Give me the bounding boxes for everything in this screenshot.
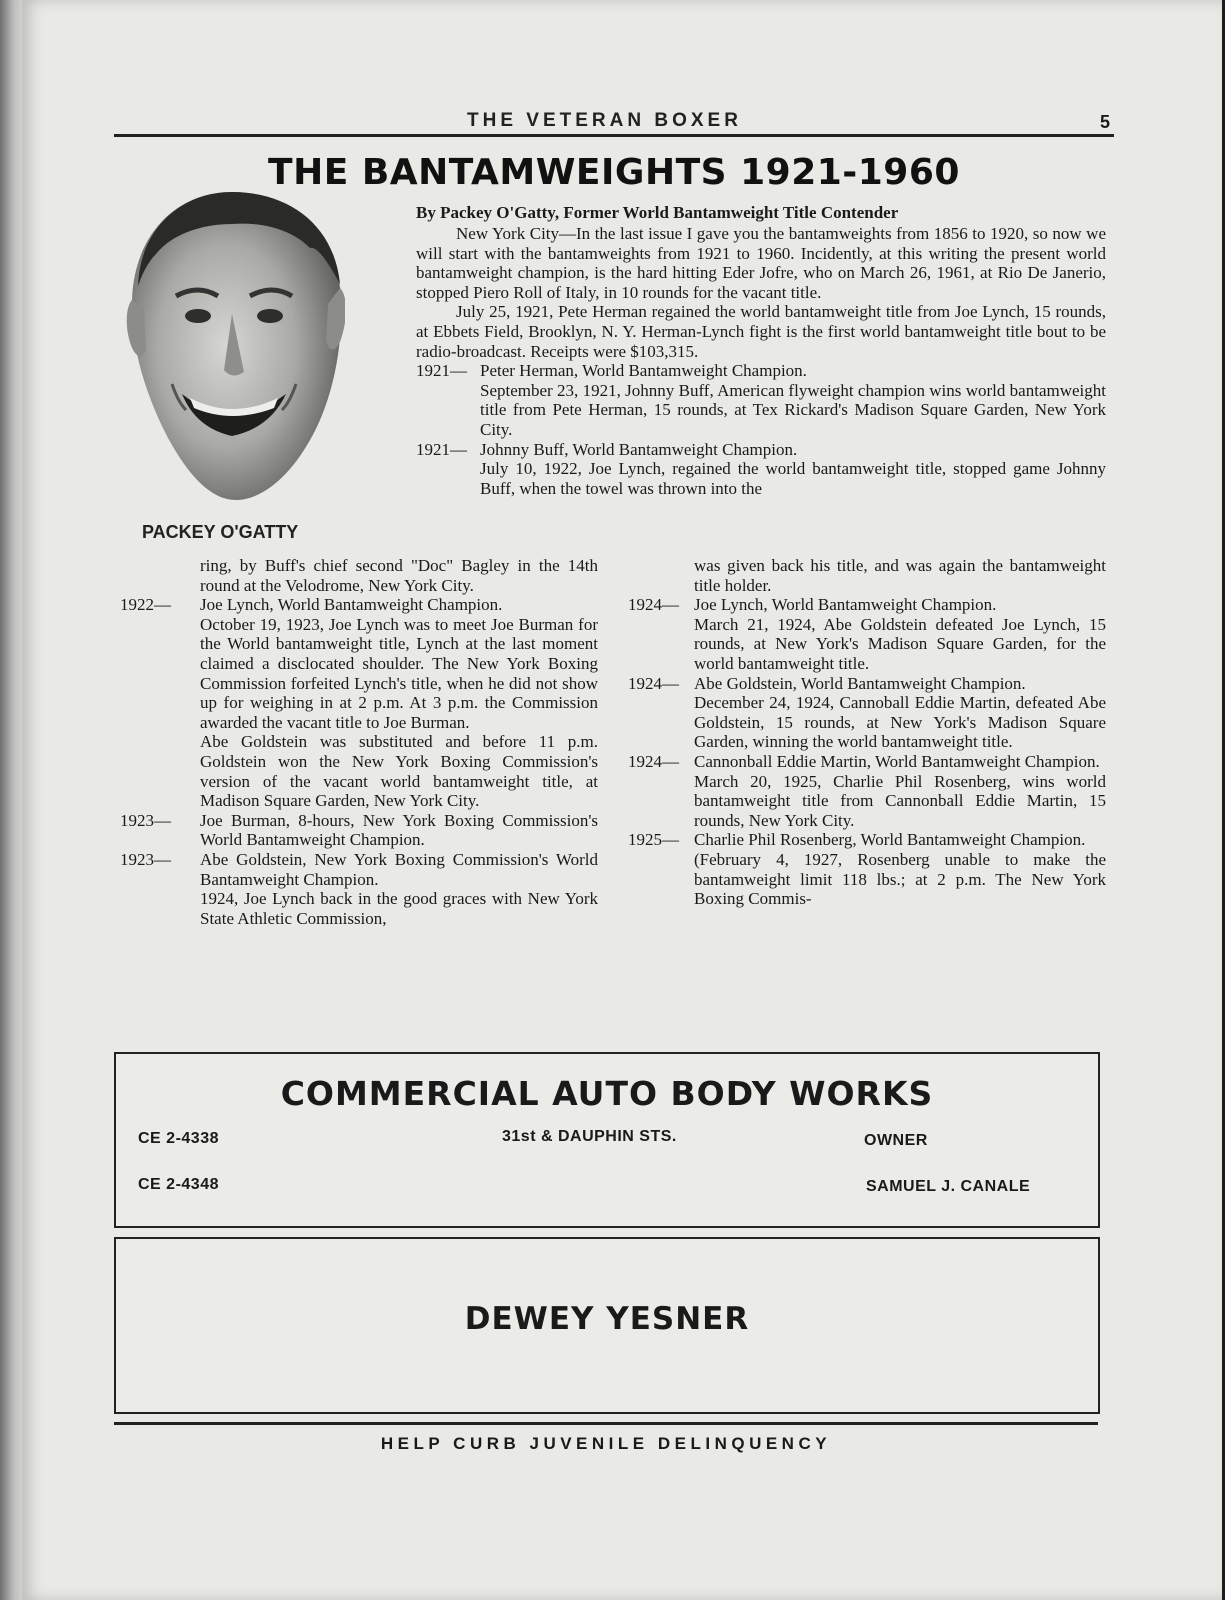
entry-year: 1924—: [628, 595, 679, 615]
entry-champion: Charlie Phil Rosenberg, World Bantamweight Champion.: [694, 830, 1086, 850]
champion-entry: [628, 830, 1106, 850]
article-column-right: [628, 556, 1106, 909]
intro-paragraph: July 25, 1921, Pete Herman regained the world bantamweight title from Joe Lynch, 15 rounds, at Ebbets Field, Brooklyn, N. Y. Herman-Lynch fight is the first world bantamweight title bout to be radio-broadcast. Receipts were $103,315.: [416, 302, 1106, 361]
entry-champion: Abe Goldstein, World Bantamweight Champion.: [694, 673, 1026, 693]
ad-owner-name: SAMUEL J. CANALE: [866, 1178, 1031, 1195]
page-number: 5: [1100, 112, 1111, 132]
entry-champion: Cannonball Eddie Martin, World Bantamweight Champion.: [694, 751, 1100, 771]
champion-entry: [416, 361, 1106, 381]
entry-champion: Peter Herman, World Bantamweight Champion.: [480, 361, 807, 381]
advertisement-dewey-yesner: [114, 1237, 1100, 1414]
champion-entry: [120, 595, 598, 615]
ad-title: DEWEY YESNER: [464, 1301, 750, 1337]
entry-note: October 19, 1923, Joe Lynch was to meet Joe Burman for the World bantamweight title, Lynch at the last moment claimed a disclocated shoulder. The New York Boxing Commission forfeited Lynch's title, when he did not show up for weighing in at 2 p.m. At 3 p.m. the Commission awarded the vacant title to Joe Burman.: [200, 614, 598, 732]
article-headline: THE BANTAMWEIGHTS 1921-1960: [268, 152, 960, 193]
entry-champion: Joe Burman, 8-hours, New York Boxing Commission's World Bantamweight Champion.: [200, 810, 598, 850]
champion-entry: [120, 850, 598, 889]
magazine-page: [22, 0, 1222, 1600]
ad-phone: CE 2-4338: [138, 1130, 219, 1147]
entry-note: 1924, Joe Lynch back in the good graces with New York State Athletic Commission,: [200, 889, 598, 928]
champion-entry: [120, 811, 598, 850]
entry-champion: Joe Lynch, World Bantamweight Champion.: [694, 595, 997, 615]
entry-year: 1924—: [628, 751, 679, 771]
ad-phone: CE 2-4348: [138, 1176, 219, 1193]
entry-year: 1922—: [120, 595, 171, 615]
champion-entry: [416, 440, 1106, 460]
entry-year: 1924—: [628, 673, 679, 693]
portrait-caption: PACKEY O'GATTY: [142, 522, 299, 542]
entry-year: 1925—: [628, 830, 679, 850]
entry-note: July 10, 1922, Joe Lynch, regained the world bantamweight title, stopped game Johnny Buff, when the towel was thrown into the: [480, 459, 1106, 498]
article-byline: By Packey O'Gatty, Former World Bantamweight Title Contender: [416, 203, 899, 222]
entry-note: March 20, 1925, Charlie Phil Rosenberg, wins world bantamweight title from Cannonball Eddie Martin, 15 rounds, New York City.: [694, 771, 1106, 830]
running-head: THE VETERAN BOXER: [467, 110, 742, 131]
continued-text: ring, by Buff's chief second "Doc" Bagley in the 14th round at the Velodrome, New York City.: [200, 556, 598, 595]
entry-year: 1921—: [416, 439, 467, 459]
entry-note: Abe Goldstein was substituted and before 11 p.m. Goldstein won the New York Boxing Commission's version of the vacant world bantamweight title, at Madison Square Garden, New York City.: [200, 732, 598, 811]
ad-owner-label: OWNER: [864, 1132, 928, 1149]
entry-note: March 21, 1924, Abe Goldstein defeated Joe Lynch, 15 rounds, at New York's Madison Square Garden, for the world bantamweight title.: [694, 614, 1106, 673]
page-footer-slogan: HELP CURB JUVENILE DELINQUENCY: [380, 1434, 832, 1453]
entry-year: 1923—: [120, 849, 171, 869]
entry-champion: Abe Goldstein, New York Boxing Commission's World Bantamweight Champion.: [200, 849, 598, 889]
footer-rule: [114, 1422, 1098, 1425]
champion-entry: [628, 752, 1106, 772]
continued-text: was given back his title, and was again the bantamweight title holder.: [694, 556, 1106, 595]
author-portrait-photo: [120, 188, 345, 503]
advertisement-commercial-auto-body: [114, 1052, 1100, 1228]
entry-year: 1923—: [120, 810, 171, 830]
intro-paragraph: New York City—In the last issue I gave you the bantamweights from 1856 to 1920, so now we will start with the bantamweights from 1921 to 1960. Incidently, at this writing the present world bantamweight champion, is the hard hitting Eder Jofre, who on March 26, 1961, at Rio De Janerio, stopped Piero Roll of Italy, in 10 rounds for the vacant title.: [416, 224, 1106, 302]
entry-champion: Joe Lynch, World Bantamweight Champion.: [200, 595, 503, 615]
article-column-left: [120, 556, 598, 928]
ad-title: COMMERCIAL AUTO BODY WORKS: [280, 1074, 934, 1113]
champion-entry: [628, 595, 1106, 615]
entry-year: 1921—: [416, 361, 467, 381]
article-intro: [416, 224, 1106, 498]
entry-note: December 24, 1924, Cannoball Eddie Martin, defeated Abe Goldstein, 15 rounds, at New York's Madison Square Garden, winning the world bantamweight title.: [694, 693, 1106, 752]
ad-address: 31st & DAUPHIN STS.: [502, 1128, 677, 1145]
entry-note: (February 4, 1927, Rosenberg unable to make the bantamweight limit 118 lbs.; at 2 p.m. The New York Boxing Commis-: [694, 849, 1106, 909]
header-rule: [114, 134, 1114, 137]
champion-entry: [628, 674, 1106, 694]
entry-note: September 23, 1921, Johnny Buff, American flyweight champion wins world bantamweight title from Pete Herman, 15 rounds, at Tex Rickard's Madison Square Garden, New York City.: [480, 380, 1106, 439]
entry-champion: Johnny Buff, World Bantamweight Champion.: [480, 439, 798, 459]
